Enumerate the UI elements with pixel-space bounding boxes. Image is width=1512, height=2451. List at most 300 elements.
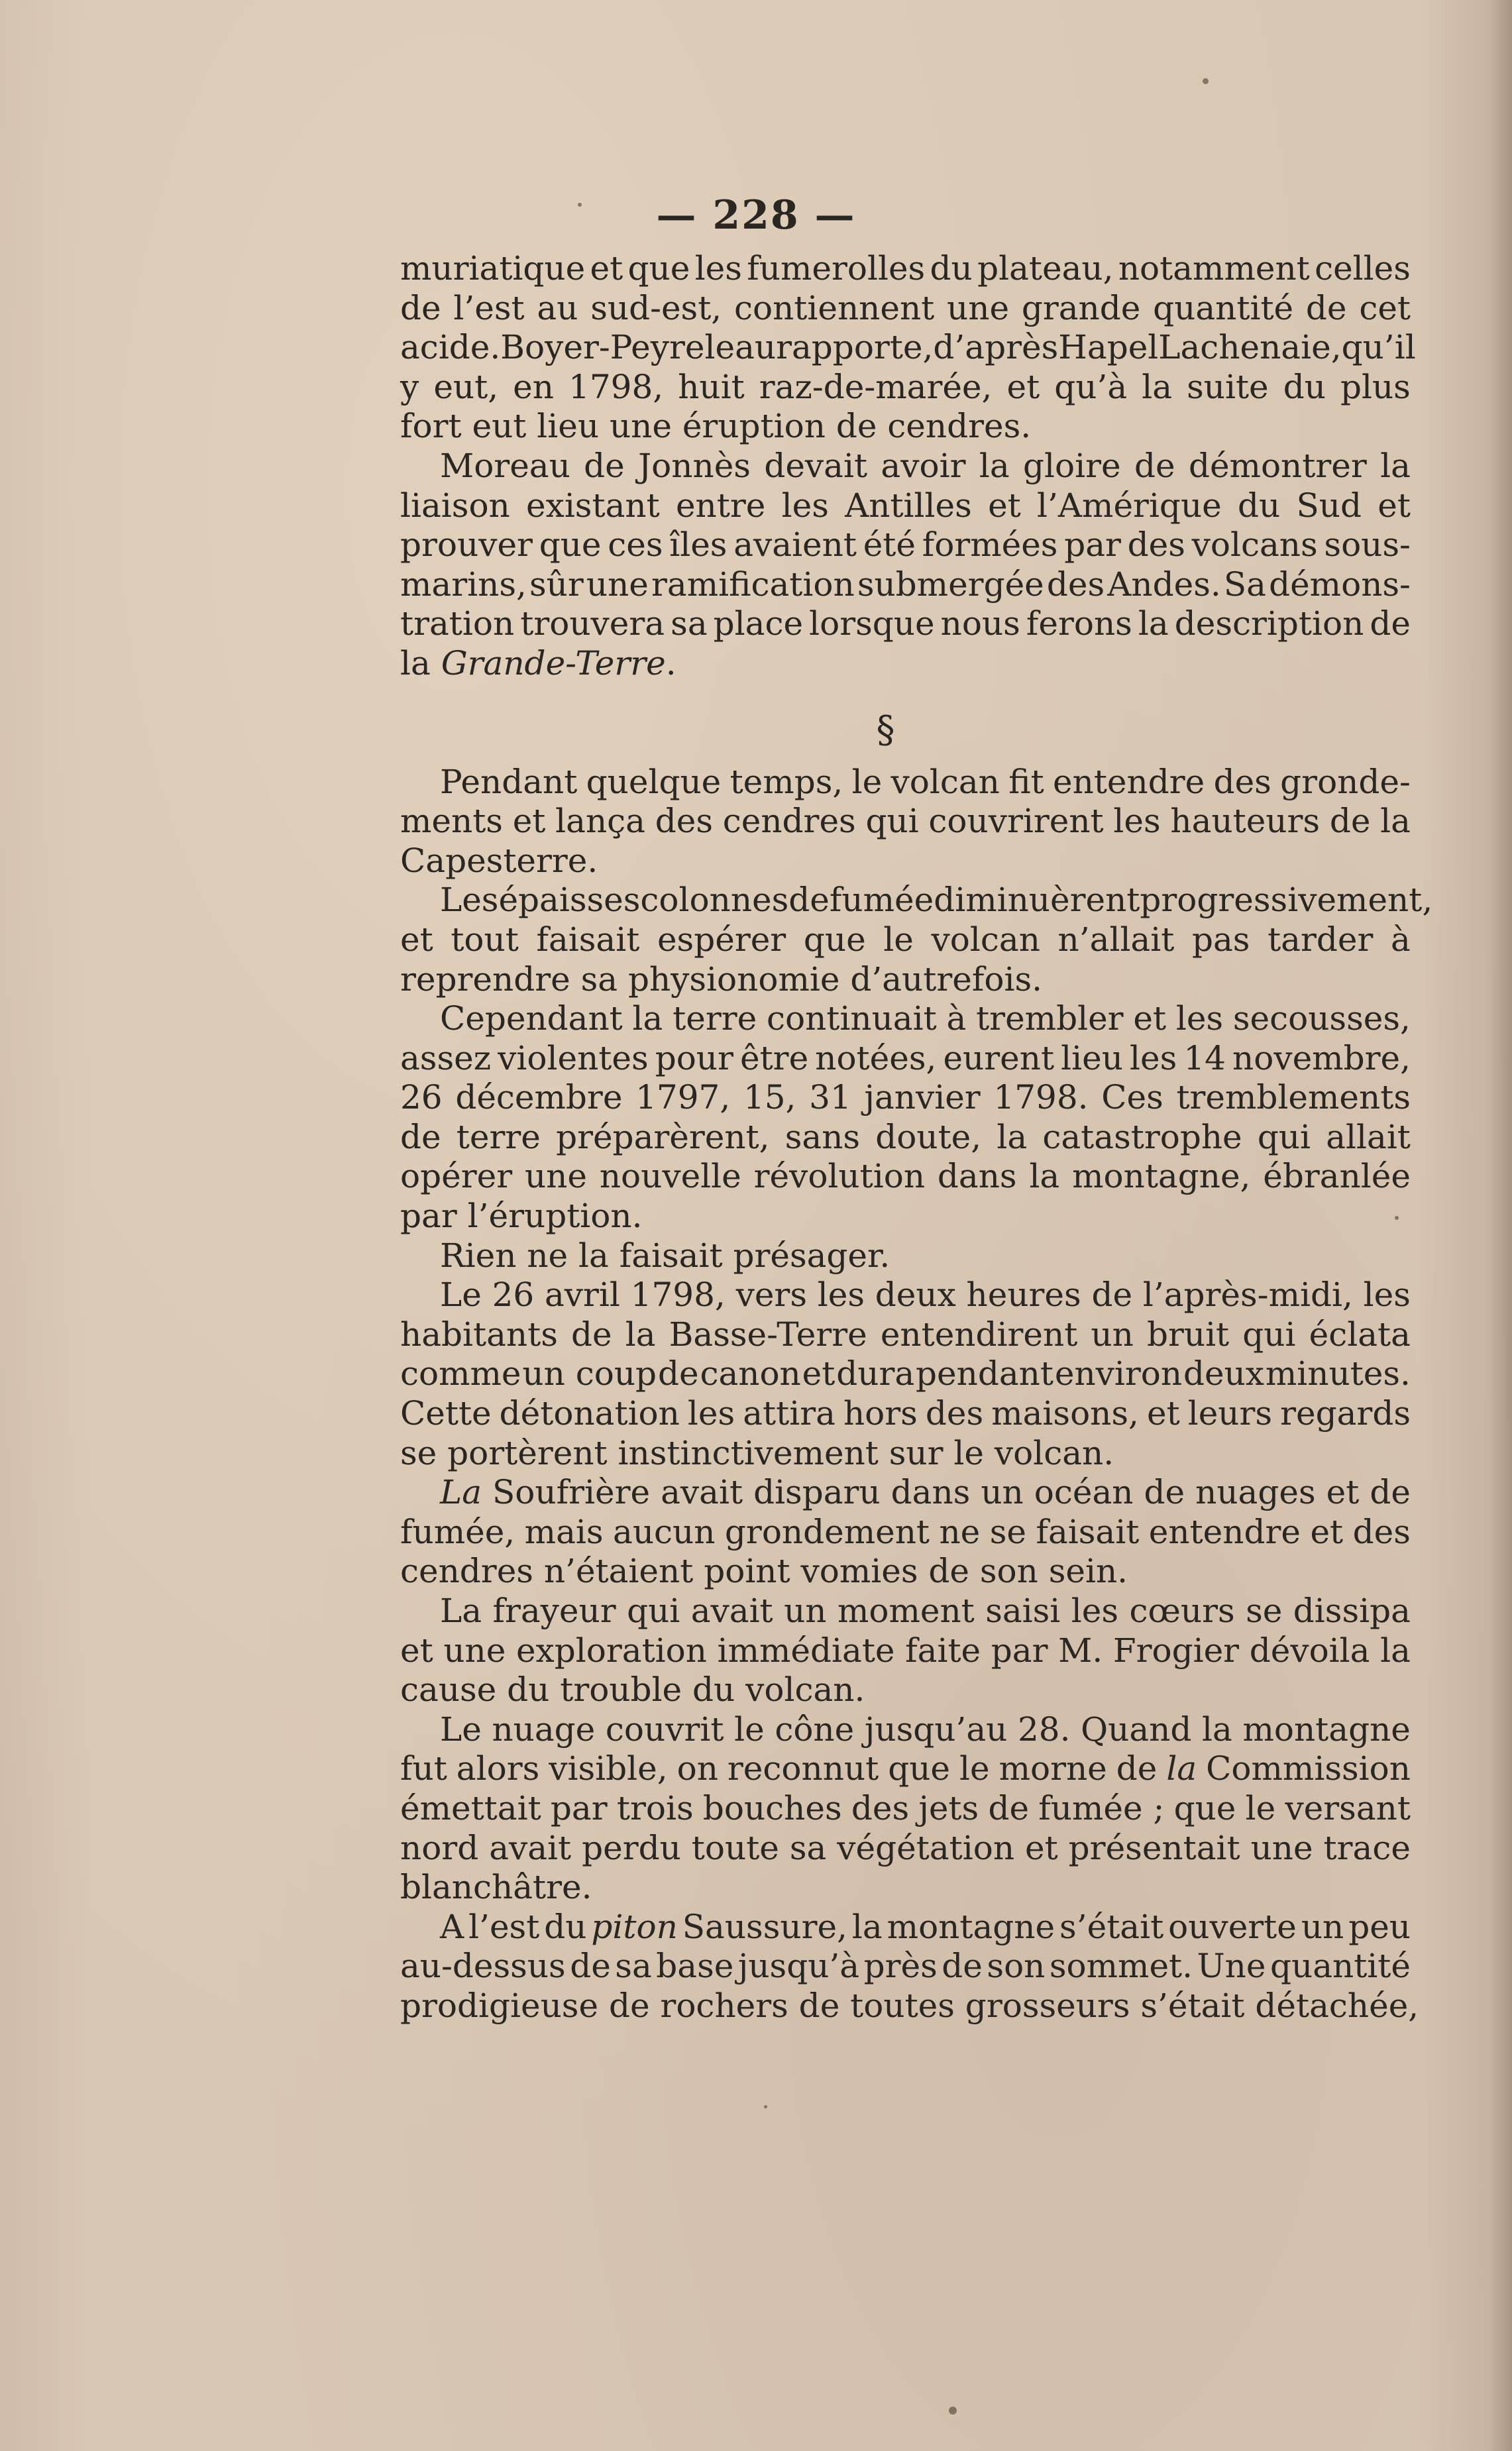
word: de: [400, 1117, 441, 1156]
text-line: [400, 1039, 1411, 1079]
word: présentait: [1068, 1828, 1240, 1867]
word: Saussure,: [682, 1907, 847, 1946]
paragraph: [400, 1907, 1419, 2026]
word: 15,: [743, 1078, 796, 1117]
word: doute,: [875, 1117, 982, 1156]
word: une: [443, 1631, 506, 1670]
word: du: [1238, 486, 1281, 525]
word: un coup: [522, 1354, 657, 1393]
word: se: [989, 1512, 1026, 1551]
word: fit: [1008, 762, 1044, 801]
word: de: [942, 1947, 983, 1986]
text-line: [400, 1354, 1411, 1394]
word: cendres: [722, 802, 856, 841]
word: Moreau: [440, 446, 570, 485]
word: démons-: [1269, 565, 1411, 604]
word: ramification: [651, 565, 855, 604]
text-line: [400, 368, 1411, 408]
text-line: [400, 289, 1411, 329]
text-line: [400, 1078, 1411, 1118]
text-line: [400, 525, 1411, 565]
word: du: [544, 1907, 587, 1946]
text-line: [400, 447, 1411, 486]
text-line: [400, 999, 1411, 1039]
word: frayeur: [492, 1592, 616, 1630]
word: trembler: [976, 999, 1124, 1038]
word: cône: [775, 1710, 855, 1749]
text-line: [400, 1710, 1411, 1750]
word: 14: [1183, 1038, 1226, 1077]
word: bouches: [702, 1788, 842, 1827]
word: la: [1202, 1710, 1232, 1749]
word: à: [946, 999, 967, 1038]
paper-speck: [578, 203, 582, 207]
word: prouver: [400, 525, 533, 565]
word: Le: [440, 1710, 482, 1749]
word: regards: [1280, 1394, 1411, 1433]
text-line: [400, 486, 1411, 526]
word: de: [1144, 1473, 1185, 1512]
word: raz-de-marée,: [759, 367, 993, 406]
word: deux: [875, 1276, 956, 1315]
text-line: [400, 1118, 1411, 1158]
text-line: blanchâtre.: [400, 1868, 592, 1907]
word: faite: [905, 1631, 981, 1670]
word: le: [851, 762, 883, 801]
word: Andes.: [1107, 565, 1221, 604]
word: éclata: [1309, 1315, 1411, 1354]
word: Quand: [1081, 1710, 1192, 1749]
word: démontrer: [1188, 446, 1367, 485]
word: sa: [615, 1947, 652, 1986]
page-edge-shadow: [1489, 0, 1512, 2451]
text-line: [400, 1315, 1411, 1355]
word: et: [1133, 999, 1167, 1038]
word: pas: [1191, 920, 1250, 959]
word: allait: [1326, 1117, 1411, 1156]
word: dévoila: [1249, 1631, 1370, 1670]
text-line: [400, 802, 1411, 842]
word: de: [1116, 1749, 1158, 1788]
word: A: [440, 1907, 464, 1946]
word: de: [1370, 1473, 1411, 1512]
word: tarder: [1268, 920, 1374, 959]
word: espérer: [657, 920, 786, 959]
word: quantité: [1153, 288, 1294, 327]
word: plateau,: [977, 249, 1114, 288]
word: assez: [400, 1038, 492, 1077]
text-line: [400, 1829, 1411, 1869]
word: contiennent: [733, 288, 935, 327]
word: eut,: [433, 367, 499, 406]
word: Pendant: [440, 762, 578, 801]
word: perdu: [582, 1828, 681, 1867]
word: violentes: [498, 1038, 649, 1077]
word: les: [1071, 1592, 1118, 1630]
word: fumée: [829, 881, 934, 920]
text-line: [400, 328, 1416, 368]
word: mais: [524, 1512, 604, 1551]
paragraph: [400, 999, 1411, 1236]
paper-speck: [1395, 1216, 1399, 1220]
word: au: [537, 288, 578, 327]
word: Jonnès: [638, 446, 751, 485]
word: volcan: [891, 762, 1000, 801]
word: la: [997, 1117, 1028, 1156]
word: épaisses: [498, 881, 641, 920]
word: entendre: [1148, 1512, 1301, 1551]
word: cœurs: [1129, 1592, 1235, 1630]
text-line: [400, 1592, 1411, 1631]
word: nuages: [1195, 1473, 1316, 1512]
word: 26: [400, 1078, 443, 1117]
text-line: [400, 763, 1411, 802]
word: l’après-midi,: [1142, 1276, 1353, 1315]
word: de: [1329, 802, 1371, 841]
word: et: [1377, 486, 1411, 525]
word: dura: [836, 1354, 915, 1393]
word: entre: [675, 486, 766, 525]
word: gloire: [1023, 446, 1121, 485]
word: diminuèrent: [934, 881, 1140, 920]
word: Cette: [400, 1394, 492, 1433]
word: et: [400, 1631, 433, 1670]
paper-speck: [764, 2105, 767, 2108]
word: l’est: [453, 288, 525, 327]
word: suite: [1187, 367, 1269, 406]
word: que: [627, 249, 690, 288]
word: on: [676, 1749, 718, 1788]
word: notées,: [815, 1038, 937, 1077]
word: du: [1283, 367, 1326, 406]
word: d’après: [933, 328, 1059, 367]
word: que: [539, 525, 602, 565]
word: avaient: [733, 525, 857, 565]
word: pour: [655, 1038, 733, 1077]
word: de: [988, 1788, 1030, 1827]
word: Sud: [1296, 486, 1362, 525]
text-line: [400, 920, 1411, 960]
word: Frogier: [1112, 1631, 1240, 1670]
word: la: [1138, 604, 1169, 643]
word: un: [1301, 1907, 1344, 1946]
word: la: [1166, 1749, 1197, 1788]
word: La: [440, 1473, 482, 1512]
word: de: [1134, 446, 1175, 485]
word: ne: [939, 1512, 981, 1551]
word: morne: [999, 1749, 1107, 1788]
word: sous-: [1324, 525, 1411, 565]
word: Une: [1197, 1947, 1266, 1986]
word: colonnes: [640, 881, 789, 920]
paper-speck: [949, 2407, 957, 2415]
word: la: [979, 446, 1010, 485]
word: la: [1380, 446, 1411, 485]
word: montagne: [1242, 1710, 1411, 1749]
page-number: — 228 —: [656, 192, 856, 239]
text-line: la Grande-Terre.: [400, 643, 676, 682]
word: sa: [671, 604, 708, 643]
word: montagne: [887, 1907, 1055, 1946]
word: sud-est,: [590, 288, 722, 327]
text-line: [400, 1749, 1411, 1789]
word: un: [1091, 1315, 1134, 1354]
word: La: [440, 1592, 482, 1630]
word: notamment: [1118, 249, 1310, 288]
word: révolution: [753, 1157, 926, 1196]
word: qui: [865, 802, 919, 841]
word: canon: [700, 1354, 801, 1393]
word: au-dessus: [400, 1947, 566, 1986]
word: Boyer-Peyreleau: [500, 328, 777, 367]
word: un: [784, 1592, 827, 1630]
word: Sa: [1223, 565, 1266, 604]
word: les: [1363, 1276, 1411, 1315]
word: exploration: [515, 1631, 707, 1670]
word: M.: [1058, 1631, 1103, 1670]
word: une: [947, 288, 1010, 327]
word: catastrophe: [1042, 1117, 1242, 1156]
word: dans: [937, 1157, 1017, 1196]
word: lieu: [1061, 1038, 1123, 1077]
word: jusqu’au: [864, 1710, 1008, 1749]
paragraph: [400, 1592, 1411, 1710]
word: une: [524, 1157, 587, 1196]
word: qu’il: [1341, 328, 1416, 367]
text-line: [400, 1394, 1411, 1434]
word: habitants: [400, 1315, 558, 1354]
text-line: [400, 1157, 1411, 1197]
paper-speck: [1203, 78, 1209, 84]
word: fumée,: [400, 1512, 515, 1551]
word: immédiate: [717, 1631, 895, 1670]
word: couvrirent: [928, 802, 1104, 841]
word: les: [781, 486, 829, 525]
word: volcan: [931, 920, 1040, 959]
word: le: [959, 1749, 990, 1788]
word: et: [802, 1354, 836, 1393]
word: toute: [691, 1828, 779, 1867]
word: 31: [809, 1078, 851, 1117]
word: faisait: [1036, 1512, 1140, 1551]
word: 28.: [1017, 1710, 1071, 1749]
word: de: [584, 446, 625, 485]
word: 1798,: [630, 1276, 726, 1315]
word: 26: [492, 1276, 535, 1315]
word: et: [1025, 1828, 1058, 1867]
word: végétation: [837, 1828, 1015, 1867]
word: un: [981, 1473, 1024, 1512]
word: sommet.: [1049, 1947, 1193, 1986]
text-line: Rien ne la faisait présager.: [440, 1236, 891, 1275]
word: les: [817, 1276, 865, 1315]
word: 1798.: [993, 1078, 1089, 1117]
word: maisons,: [991, 1394, 1139, 1433]
word: novembre,: [1232, 1038, 1411, 1077]
word: n’allait: [1057, 920, 1175, 959]
word: sûr: [529, 565, 584, 604]
section-mark: §: [876, 708, 895, 751]
text-line: [400, 1908, 1411, 1947]
word: les: [1129, 1038, 1177, 1077]
paragraph: [400, 763, 1411, 881]
word: nord: [400, 1828, 479, 1867]
word: et: [988, 486, 1021, 525]
word: eurent: [943, 1038, 1055, 1077]
word: liaison: [400, 486, 510, 525]
word: fumerolles: [747, 249, 926, 288]
word: comme: [400, 1354, 521, 1393]
word: des: [1046, 565, 1105, 604]
word: préparèrent,: [556, 1117, 770, 1156]
word: base: [656, 1947, 734, 1986]
text-line: [400, 1513, 1411, 1552]
word: le: [734, 1710, 765, 1749]
text-line: cendres n’étaient point vomies de son sein.: [400, 1552, 1128, 1591]
word: nouvelle: [599, 1157, 741, 1196]
word: de: [1091, 1276, 1133, 1315]
word: lorsque: [809, 604, 935, 643]
word: des: [1213, 762, 1271, 801]
word: qui: [627, 1592, 680, 1630]
word: la: [1380, 802, 1411, 841]
word: peu: [1348, 1907, 1411, 1946]
word: tremblements: [1176, 1078, 1411, 1117]
word: Le: [440, 1276, 482, 1315]
text-line: Capesterre.: [400, 841, 598, 880]
text-line: [400, 1631, 1411, 1671]
word: son: [987, 1947, 1046, 1986]
word: de: [571, 1315, 612, 1354]
word: janvier: [864, 1078, 981, 1117]
paragraph: [400, 1236, 1411, 1276]
word: des: [1127, 525, 1185, 565]
word: grande: [1021, 288, 1141, 327]
word: des: [1352, 1512, 1411, 1551]
word: couvrit: [605, 1710, 724, 1749]
text-line: [400, 604, 1411, 644]
word: de: [1305, 288, 1347, 327]
word: dans: [891, 1473, 971, 1512]
word: l’est: [468, 1907, 540, 1946]
word: devait: [764, 446, 868, 485]
word: Cependant: [440, 999, 623, 1038]
word: rapporte,: [776, 328, 934, 367]
word: 1797,: [635, 1078, 731, 1117]
paragraph: [400, 249, 1416, 447]
word: par: [550, 1788, 608, 1827]
word: Hapel: [1058, 328, 1159, 367]
word: la: [1380, 1631, 1411, 1670]
word: terre: [456, 1117, 541, 1156]
word: ouverte: [1168, 1907, 1297, 1946]
word: océan: [1034, 1473, 1134, 1512]
word: sa: [789, 1828, 827, 1867]
word: de: [788, 881, 830, 920]
word: décembre: [455, 1078, 623, 1117]
word: le: [1245, 1788, 1276, 1827]
word: trace: [1323, 1828, 1411, 1867]
word: fut: [400, 1749, 447, 1788]
word: sans: [784, 1117, 861, 1156]
word: et: [590, 249, 623, 288]
text-line: cause du trouble du volcan.: [400, 1670, 865, 1710]
word: que: [803, 920, 866, 959]
word: attira: [743, 1394, 836, 1433]
text-line: [400, 881, 1433, 920]
word: description: [1174, 604, 1364, 643]
word: être: [739, 1038, 809, 1077]
word: une: [586, 565, 649, 604]
word: près: [863, 1947, 938, 1986]
word: tration: [400, 604, 515, 643]
word: avait: [661, 1473, 743, 1512]
word: le: [883, 920, 914, 959]
word: temps,: [729, 762, 843, 801]
word: de: [570, 1947, 611, 1986]
word: saisi: [985, 1592, 1061, 1630]
word: qui: [1242, 1315, 1296, 1354]
word: et: [1146, 1394, 1180, 1433]
word: qui: [1257, 1117, 1311, 1156]
word: deux: [1183, 1354, 1264, 1393]
word: alors: [456, 1749, 540, 1788]
word: s’était: [1059, 1907, 1164, 1946]
word: que: [1173, 1788, 1236, 1827]
word: vers: [735, 1276, 807, 1315]
word: jusqu’à: [737, 1947, 860, 1986]
word: trouvera: [520, 604, 665, 643]
word: environ: [1054, 1354, 1183, 1393]
text-line: se portèrent instinctivement sur le volcan.: [400, 1433, 1114, 1472]
word: cet: [1359, 288, 1411, 327]
word: par: [1064, 525, 1121, 565]
word: trois: [616, 1788, 694, 1827]
word: été: [863, 525, 916, 565]
text-line: [400, 565, 1411, 605]
word: de: [657, 1354, 699, 1393]
word: la: [1142, 367, 1173, 406]
word: fumée ;: [1038, 1788, 1165, 1827]
word: lança: [555, 802, 645, 841]
word: faisait: [536, 920, 640, 959]
word: Lachenaie,: [1158, 328, 1342, 367]
text-line: reprendre sa physionomie d’autrefois.: [400, 959, 1042, 999]
word: quantité: [1269, 1947, 1411, 1986]
word: celles: [1315, 249, 1411, 288]
word: existant: [526, 486, 660, 525]
body-text: [400, 249, 1433, 2026]
word: de: [1370, 604, 1411, 643]
word: moment: [837, 1592, 975, 1630]
word: quelque: [586, 762, 722, 801]
word: entendirent: [880, 1315, 1078, 1354]
word: dissipa: [1293, 1592, 1411, 1630]
word: opérer: [400, 1157, 513, 1196]
word: et: [1310, 1512, 1344, 1551]
word: y: [400, 367, 419, 406]
word: et: [512, 802, 546, 841]
word: une: [1250, 1828, 1313, 1867]
word: progressivement,: [1140, 881, 1433, 920]
word: piton: [591, 1907, 678, 1946]
word: émettait: [400, 1788, 541, 1827]
paragraph: [400, 447, 1411, 684]
word: disparu: [753, 1473, 881, 1512]
word: des: [851, 1788, 910, 1827]
word: par: [991, 1631, 1048, 1670]
text-line: par l’éruption.: [400, 1197, 643, 1236]
